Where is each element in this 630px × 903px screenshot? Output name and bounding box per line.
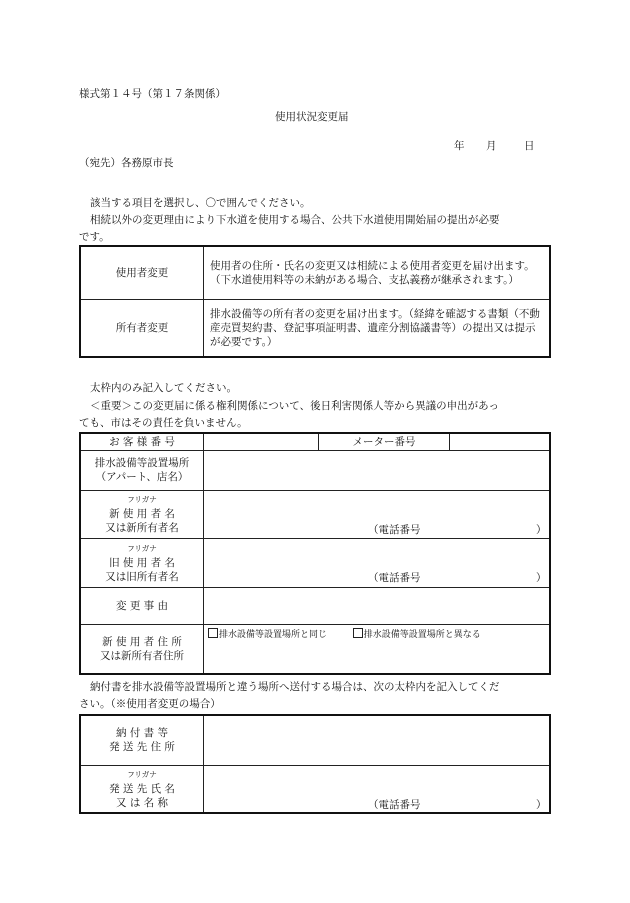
- mailing-address-field[interactable]: [204, 715, 551, 765]
- meter-number-field[interactable]: [450, 433, 551, 450]
- old-user-label: フリガナ 旧 使 用 者 名 又は旧所有者名: [80, 538, 204, 587]
- new-user-field[interactable]: [204, 490, 551, 538]
- page-title: 使用状況変更届: [275, 111, 349, 123]
- change-type-owner[interactable]: 所有者変更: [80, 299, 204, 357]
- customer-number-label: お 客 様 番 号: [80, 433, 204, 450]
- reason-field[interactable]: [204, 587, 551, 624]
- new-user-label: フリガナ 新 使 用 者 名 又は新所有者名: [80, 490, 204, 538]
- change-type-user-desc: 使用者の住所・氏名の変更又は相続による使用者変更を届け出ます。（下水道使用料等の未納がある場合、支払義務が継承されます。）: [204, 246, 551, 299]
- mailing-name-field[interactable]: [204, 765, 551, 813]
- new-address-label: 新 使 用 者 住 所 又は新所有者住所: [80, 624, 204, 674]
- different-location-checkbox[interactable]: 排水設備等設置場所と異なる: [353, 630, 481, 640]
- new-address-field[interactable]: [204, 624, 551, 674]
- old-user-field[interactable]: [204, 538, 551, 587]
- change-type-row[interactable]: [80, 246, 550, 299]
- instruction-note-1: 相続以外の変更理由により下水道を使用する場合、公共下水道使用開始届の提出が必要: [90, 214, 500, 226]
- same-location-checkbox[interactable]: 排水設備等設置場所と同じ: [208, 630, 327, 640]
- date-month[interactable]: 月: [486, 140, 497, 152]
- addressee: （宛先）各務原市長: [79, 157, 174, 169]
- phone-close: ）: [536, 798, 547, 811]
- mailing-name-label: フリガナ 発 送 先 氏 名 又 は 名 称: [80, 765, 204, 813]
- date-day[interactable]: 日: [524, 140, 535, 152]
- meter-number-label: メーター番号: [319, 433, 450, 450]
- instruction-note-2: です。: [79, 231, 110, 243]
- mailing-note-2: さい。（※使用者変更の場合）: [79, 698, 221, 710]
- change-type-table: [79, 245, 551, 358]
- instruction-select: 該当する項目を選択し、〇で囲んでください。: [90, 197, 311, 209]
- checkbox-icon[interactable]: [208, 628, 218, 638]
- new-user-phone-label: （電話番号: [368, 523, 421, 536]
- location-label: 排水設備等設置場所 （アパート、店名）: [80, 450, 204, 490]
- mailing-table: [79, 714, 551, 814]
- important-note-1: ＜重要＞この変更届に係る権利関係について、後日利害関係人等から異議の申出があっ: [90, 400, 499, 412]
- mailing-phone-label: （電話番号: [368, 798, 421, 811]
- form-number: 様式第１４号（第１７条関係）: [79, 88, 226, 100]
- main-form-table: [79, 432, 551, 675]
- change-type-user[interactable]: 使用者変更: [80, 246, 204, 299]
- checkbox-icon[interactable]: [353, 628, 363, 638]
- phone-close: ）: [536, 523, 547, 536]
- bold-frame-note: 太枠内のみ記入してください。: [90, 382, 237, 394]
- reason-label: 変 更 事 由: [80, 587, 204, 624]
- date-year[interactable]: 年: [454, 140, 465, 152]
- customer-number-field[interactable]: [204, 433, 319, 450]
- mailing-address-label: 納 付 書 等 発 送 先 住 所: [80, 715, 204, 765]
- important-note-2: ても、市はその責任を負いません。: [79, 417, 248, 429]
- change-type-row[interactable]: [80, 299, 550, 357]
- phone-close: ）: [536, 571, 547, 584]
- location-field[interactable]: [204, 450, 551, 490]
- mailing-note-1: 納付書を排水設備等設置場所と違う場所へ送付する場合は、次の太枠内を記入してくだ: [90, 681, 500, 693]
- change-type-owner-desc: 排水設備等の所有者の変更を届け出ます。（経緯を確認する書類（不動産売買契約書、登記事項証明書、遺産分割協議書等）の提出又は提示が必要です。）: [204, 299, 551, 357]
- old-user-phone-label: （電話番号: [368, 571, 421, 584]
